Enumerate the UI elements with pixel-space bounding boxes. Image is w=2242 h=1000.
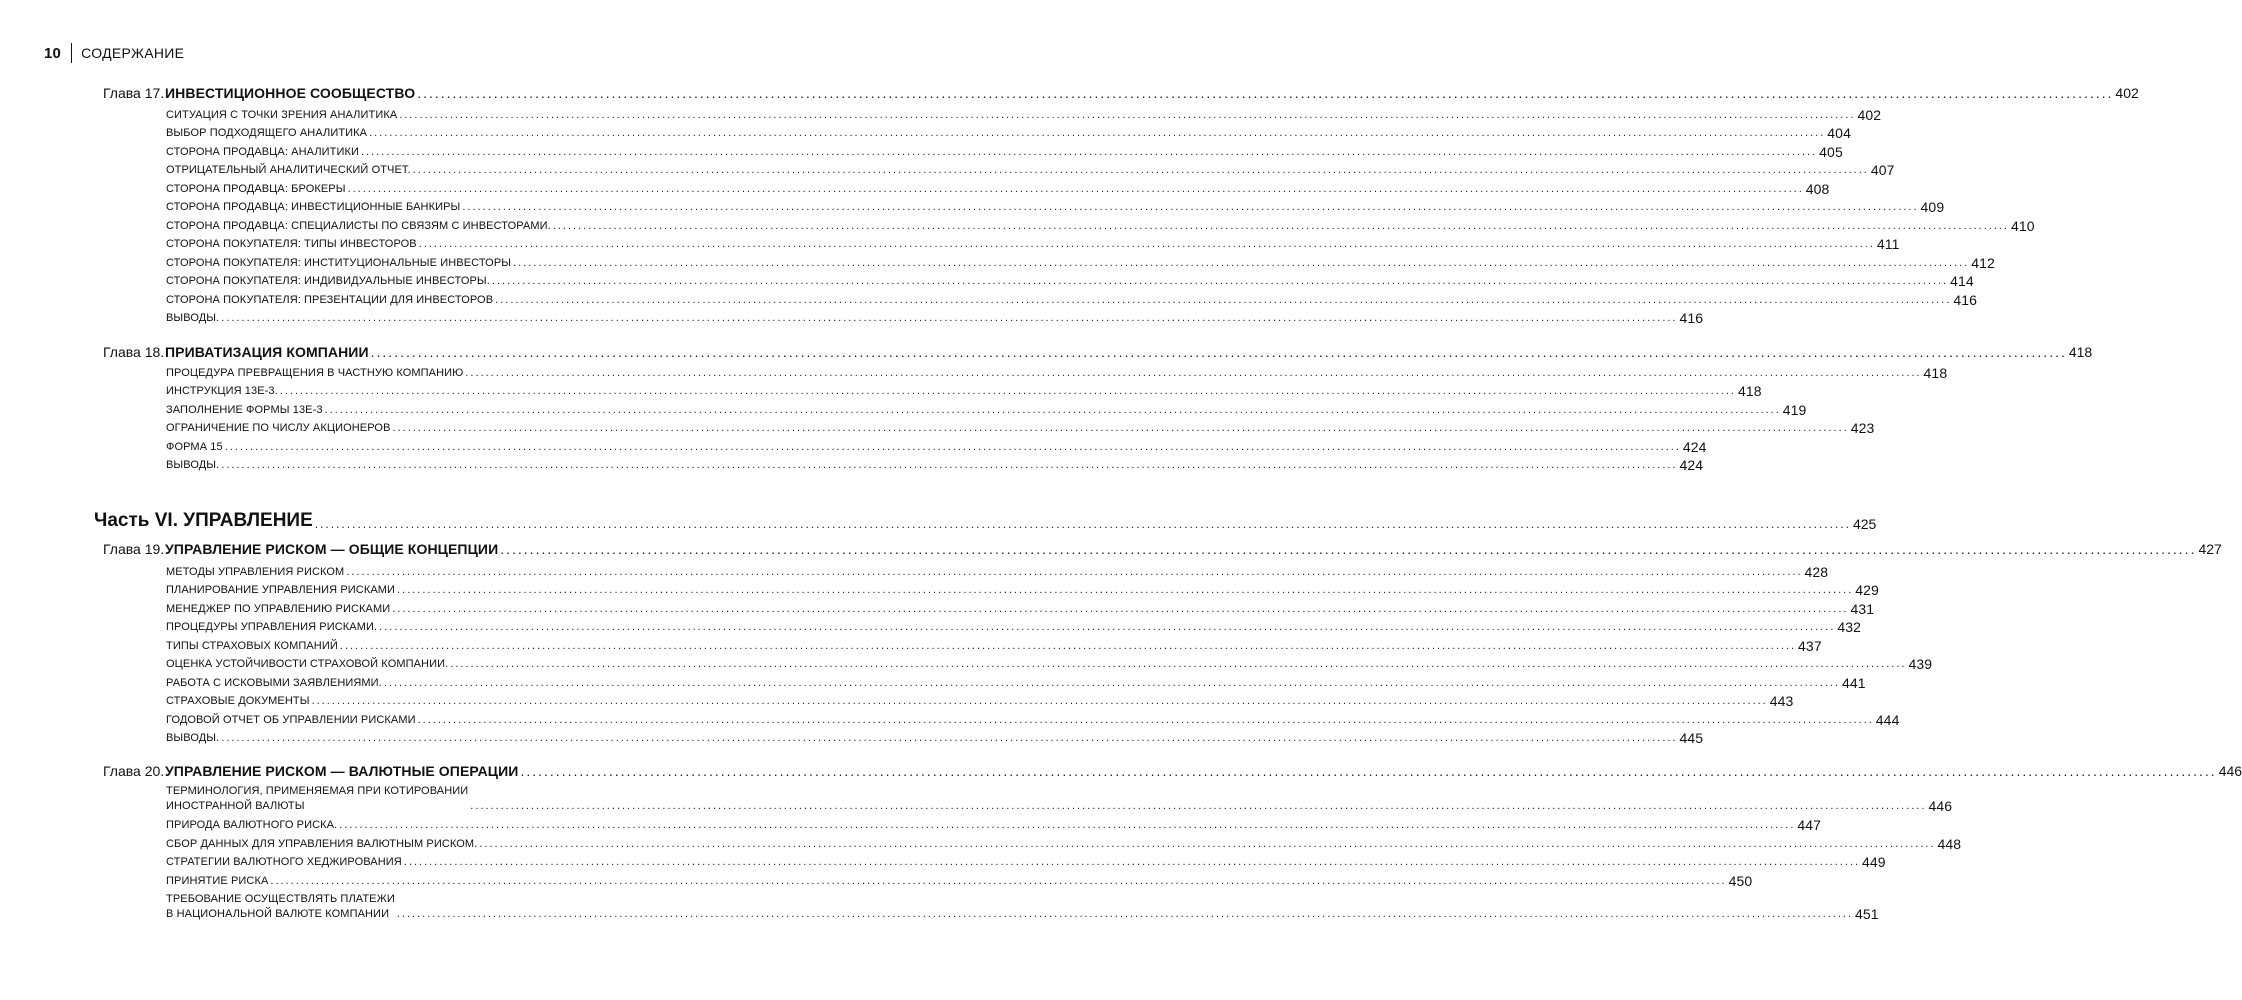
dot-leader: ................................................................................................................................................................................................................................................................................................ bbox=[399, 109, 1856, 121]
section-title: ПЛАНИРОВАНИЕ УПРАВЛЕНИЯ РИСКАМИ bbox=[166, 584, 396, 596]
toc-page-number: 443 bbox=[1769, 693, 1794, 709]
chapter-number: Глава 17. bbox=[103, 85, 165, 101]
section-title: СТРАХОВЫЕ ДОКУМЕНТЫ bbox=[166, 695, 310, 707]
section-title: ВЫВОДЫ. bbox=[166, 459, 220, 471]
toc-section-entry bbox=[166, 162, 1895, 178]
toc-page-number: 416 bbox=[1953, 292, 1977, 308]
dot-leader: ................................................................................................................................................................................................................................................................................................ bbox=[470, 800, 1927, 812]
toc-page-number: 447 bbox=[1797, 817, 1822, 833]
toc-page-number: 412 bbox=[1971, 255, 1995, 271]
toc-page-number: 451 bbox=[1855, 906, 1879, 922]
toc-section-entry bbox=[166, 564, 1829, 580]
section-title: СТОРОНА ПОКУПАТЕЛЯ: ИНСТИТУЦИОНАЛЬНЫЕ ИНВЕСТОРЫ bbox=[166, 257, 512, 269]
toc-section-entry bbox=[166, 784, 1953, 814]
toc-section-entry bbox=[166, 582, 1879, 598]
toc-page-number: 418 bbox=[1923, 365, 1948, 381]
header-divider bbox=[71, 43, 72, 63]
dot-leader: ................................................................................................................................................................................................................................................................................................ bbox=[346, 566, 1803, 578]
part-title: Часть VI. УПРАВЛЕНИЕ bbox=[94, 510, 313, 531]
toc-page-number: 405 bbox=[1819, 144, 1843, 160]
dot-leader: ................................................................................................................................................................................................................................................................................................ bbox=[462, 201, 1919, 213]
toc-page-number: 448 bbox=[1937, 836, 1962, 852]
dot-leader: ................................................................................................................................................................................................................................................................................................ bbox=[221, 312, 1678, 324]
section-title: СТОРОНА ПОКУПАТЕЛЯ: ИНДИВИДУАЛЬНЫЕ ИНВЕСТОРЫ. bbox=[166, 275, 490, 287]
dot-leader: ................................................................................................................................................................................................................................................................................................ bbox=[403, 856, 1861, 868]
toc-page-number: 439 bbox=[1908, 656, 1933, 672]
toc-section-entry bbox=[166, 310, 1704, 326]
section-title: СТОРОНА ПРОДАВЦА: ИНВЕСТИЦИОННЫЕ БАНКИРЫ bbox=[166, 201, 461, 213]
section-title: МЕТОДЫ УПРАВЛЕНИЯ РИСКОМ bbox=[166, 566, 345, 578]
toc-page-number: 402 bbox=[2115, 85, 2139, 101]
toc-page-number: 444 bbox=[1875, 712, 1900, 728]
dot-leader: ................................................................................................................................................................................................................................................................................................ bbox=[479, 838, 1936, 850]
section-title: ОГРАНИЧЕНИЕ ПО ЧИСЛУ АКЦИОНЕРОВ bbox=[166, 422, 391, 434]
toc-section-entry bbox=[166, 873, 1753, 889]
toc-section-entry bbox=[166, 601, 1875, 617]
section-title: СТОРОНА ПОКУПАТЕЛЯ: ТИПЫ ИНВЕСТОРОВ bbox=[166, 238, 417, 250]
section-title-line: ИНОСТРАННОЙ ВАЛЮТЫ bbox=[166, 800, 305, 812]
toc-section-entry bbox=[166, 730, 1704, 746]
toc-section-entry bbox=[166, 638, 1822, 654]
toc-section-entry bbox=[166, 619, 1861, 635]
toc-page-number: 424 bbox=[1679, 457, 1704, 473]
toc-page-number: 428 bbox=[1804, 564, 1829, 580]
dot-leader: ................................................................................................................................................................................................................................................................................................ bbox=[513, 257, 1970, 269]
toc-page-number: 445 bbox=[1679, 730, 1704, 746]
dot-leader: ................................................................................................................................................................................................................................................................................................ bbox=[397, 584, 1854, 596]
dot-leader: ................................................................................................................................................................................................................................................................................................ bbox=[412, 164, 1869, 176]
dot-leader: ................................................................................................................................................................................................................................................................................................ bbox=[396, 908, 1854, 920]
toc-section-entry bbox=[166, 365, 1948, 381]
toc-page-number: 432 bbox=[1837, 619, 1861, 635]
chapter-number: Глава 19. bbox=[103, 541, 165, 557]
dot-leader: ................................................................................................................................................................................................................................................................................................ bbox=[392, 422, 1849, 434]
dot-leader: ................................................................................................................................................................................................................................................................................................ bbox=[465, 367, 1922, 379]
toc-page-number: 419 bbox=[1782, 402, 1807, 418]
dot-leader: ................................................................................................................................................................................................................................................................................................ bbox=[279, 385, 1736, 397]
chapter-title: УПРАВЛЕНИЕ РИСКОМ — ВАЛЮТНЫЕ ОПЕРАЦИИ bbox=[165, 763, 519, 779]
section-title: ПРОЦЕДУРА ПРЕВРАЩЕНИЯ В ЧАСТНУЮ КОМПАНИЮ bbox=[166, 367, 464, 379]
toc-section-entry bbox=[166, 420, 1875, 436]
toc-page-number: 446 bbox=[1928, 798, 1953, 814]
toc-page-number: 424 bbox=[1682, 439, 1707, 455]
chapter-heading bbox=[103, 540, 498, 558]
dot-leader: ................................................................................................................................................................................................................................................................................................ bbox=[500, 541, 2197, 557]
dot-leader: ................................................................................................................................................................................................................................................................................................ bbox=[369, 127, 1826, 139]
toc-page-number: 411 bbox=[1876, 236, 1900, 252]
dot-leader: ................................................................................................................................................................................................................................................................................................ bbox=[370, 344, 2067, 360]
section-title: СТОРОНА ПОКУПАТЕЛЯ: ПРЕЗЕНТАЦИИ ДЛЯ ИНВЕСТОРОВ bbox=[166, 294, 494, 306]
dot-leader: ................................................................................................................................................................................................................................................................................................ bbox=[520, 763, 2217, 779]
toc-section-entry bbox=[166, 892, 1879, 922]
toc-page-number: 441 bbox=[1842, 675, 1866, 691]
toc-section-entry bbox=[166, 675, 1866, 691]
toc-page-number: 408 bbox=[1805, 181, 1830, 197]
toc-page-number: 446 bbox=[2218, 763, 2242, 779]
toc-chapter-entry bbox=[103, 762, 2242, 780]
toc-chapter-entry bbox=[103, 540, 2222, 558]
toc-section-entry bbox=[166, 836, 1962, 852]
dot-leader: ................................................................................................................................................................................................................................................................................................ bbox=[311, 695, 1768, 707]
dot-leader: ................................................................................................................................................................................................................................................................................................ bbox=[417, 714, 1874, 726]
toc-page-number: 425 bbox=[1852, 516, 1877, 532]
dot-leader: ................................................................................................................................................................................................................................................................................................ bbox=[314, 517, 1851, 531]
toc-page-number: 407 bbox=[1870, 162, 1895, 178]
toc-page-number: 450 bbox=[1728, 873, 1753, 889]
page-number: 10 bbox=[44, 44, 62, 62]
dot-leader: ................................................................................................................................................................................................................................................................................................ bbox=[224, 441, 1681, 453]
toc-section-entry bbox=[166, 144, 1843, 160]
section-title-line: В НАЦИОНАЛЬНОЙ ВАЛЮТЕ КОМПАНИИ bbox=[166, 908, 390, 920]
section-title bbox=[166, 892, 395, 922]
section-title: ВЫБОР ПОДХОДЯЩЕГО АНАЛИТИКА bbox=[166, 127, 368, 139]
page-header bbox=[44, 42, 184, 64]
chapter-heading bbox=[103, 762, 518, 780]
section-title: РАБОТА С ИСКОВЫМИ ЗАЯВЛЕНИЯМИ. bbox=[166, 677, 382, 689]
toc-section-entry bbox=[166, 218, 2035, 234]
dot-leader: ................................................................................................................................................................................................................................................................................................ bbox=[270, 875, 1727, 887]
toc-section-entry bbox=[166, 854, 1886, 870]
dot-leader: ................................................................................................................................................................................................................................................................................................ bbox=[417, 85, 2114, 101]
chapter-heading bbox=[103, 84, 415, 102]
dot-leader: ................................................................................................................................................................................................................................................................................................ bbox=[324, 404, 1781, 416]
toc-chapter-entry bbox=[103, 343, 2093, 361]
section-title: СТОРОНА ПРОДАВЦА: СПЕЦИАЛИСТЫ ПО СВЯЗЯМ С ИНВЕСТОРАМИ. bbox=[166, 220, 551, 232]
section-title: ТИПЫ СТРАХОВЫХ КОМПАНИЙ bbox=[166, 640, 338, 652]
toc-page-number: 416 bbox=[1679, 310, 1704, 326]
chapter-title: УПРАВЛЕНИЕ РИСКОМ — ОБЩИЕ КОНЦЕПЦИИ bbox=[165, 541, 499, 557]
dot-leader: ................................................................................................................................................................................................................................................................................................ bbox=[383, 677, 1841, 689]
section-title: ВЫВОДЫ. bbox=[166, 732, 220, 744]
section-title: ГОДОВОЙ ОТЧЕТ ОБ УПРАВЛЕНИИ РИСКАМИ bbox=[166, 714, 416, 726]
toc-page-number: 409 bbox=[1920, 199, 1945, 215]
toc-page-number: 418 bbox=[1737, 383, 1762, 399]
chapter-title: ПРИВАТИЗАЦИЯ КОМПАНИИ bbox=[165, 344, 369, 360]
section-title-line: ТРЕБОВАНИЕ ОСУЩЕСТВЛЯТЬ ПЛАТЕЖИ bbox=[166, 893, 395, 905]
chapter-number: Глава 18. bbox=[103, 344, 165, 360]
dot-leader: ................................................................................................................................................................................................................................................................................................ bbox=[418, 238, 1875, 250]
chapter-number: Глава 20. bbox=[103, 763, 165, 779]
toc-page-number: 431 bbox=[1850, 601, 1875, 617]
dot-leader: ................................................................................................................................................................................................................................................................................................ bbox=[339, 819, 1796, 831]
dot-leader: ................................................................................................................................................................................................................................................................................................ bbox=[450, 658, 1907, 670]
dot-leader: ................................................................................................................................................................................................................................................................................................ bbox=[361, 146, 1818, 158]
section-title: СБОР ДАННЫХ ДЛЯ УПРАВЛЕНИЯ ВАЛЮТНЫМ РИСКОМ. bbox=[166, 838, 478, 850]
dot-leader: ................................................................................................................................................................................................................................................................................................ bbox=[221, 732, 1678, 744]
toc-page-number: 449 bbox=[1862, 854, 1886, 870]
section-title: СТОРОНА ПРОДАВЦА: БРОКЕРЫ bbox=[166, 183, 346, 195]
section-title: СТРАТЕГИИ ВАЛЮТНОГО ХЕДЖИРОВАНИЯ bbox=[166, 856, 402, 868]
toc-section-entry bbox=[166, 656, 1933, 672]
chapter-title: ИНВЕСТИЦИОННОЕ СООБЩЕСТВО bbox=[165, 85, 416, 101]
section-title: СИТУАЦИЯ С ТОЧКИ ЗРЕНИЯ АНАЛИТИКА bbox=[166, 109, 398, 121]
section-title: МЕНЕДЖЕР ПО УПРАВЛЕНИЮ РИСКАМИ bbox=[166, 603, 391, 615]
toc-section-entry bbox=[166, 236, 1900, 252]
section-title: ВЫВОДЫ. bbox=[166, 312, 220, 324]
dot-leader: ................................................................................................................................................................................................................................................................................................ bbox=[221, 459, 1678, 471]
running-head: СОДЕРЖАНИЕ bbox=[81, 45, 185, 61]
chapter-heading bbox=[103, 343, 369, 361]
toc-section-entry bbox=[166, 693, 1794, 709]
toc-page-number: 418 bbox=[2068, 344, 2093, 360]
toc-section-entry bbox=[166, 457, 1704, 473]
toc-section-entry bbox=[166, 199, 1945, 215]
toc-section-entry bbox=[166, 817, 1822, 833]
toc-page-number: 429 bbox=[1855, 582, 1879, 598]
toc-page-number: 402 bbox=[1857, 107, 1882, 123]
dot-leader: ................................................................................................................................................................................................................................................................................................ bbox=[339, 640, 1797, 652]
dot-leader: ................................................................................................................................................................................................................................................................................................ bbox=[495, 294, 1952, 306]
toc-section-entry bbox=[166, 439, 1707, 455]
toc-part-entry bbox=[94, 508, 1877, 534]
section-title: ФОРМА 15 bbox=[166, 441, 223, 453]
toc-section-entry bbox=[166, 402, 1807, 418]
toc-page-number: 427 bbox=[2198, 541, 2222, 557]
dot-leader: ................................................................................................................................................................................................................................................................................................ bbox=[347, 183, 1804, 195]
toc-section-entry bbox=[166, 383, 1762, 399]
dot-leader: ................................................................................................................................................................................................................................................................................................ bbox=[392, 603, 1849, 615]
section-title-line: ТЕРМИНОЛОГИЯ, ПРИМЕНЯЕМАЯ ПРИ КОТИРОВАНИИ bbox=[166, 785, 469, 797]
section-title: ПРИНЯТИЕ РИСКА bbox=[166, 875, 269, 887]
toc-page-number: 414 bbox=[1950, 273, 1974, 289]
toc-section-entry bbox=[166, 125, 1851, 141]
toc-section-entry bbox=[166, 712, 1900, 728]
section-title: СТОРОНА ПРОДАВЦА: АНАЛИТИКИ bbox=[166, 146, 359, 158]
section-title: ОЦЕНКА УСТОЙЧИВОСТИ СТРАХОВОЙ КОМПАНИИ. bbox=[166, 658, 449, 670]
toc-section-entry bbox=[166, 255, 1995, 271]
toc-section-entry bbox=[166, 181, 1830, 197]
toc-chapter-entry bbox=[103, 84, 2139, 102]
section-title bbox=[166, 784, 468, 814]
toc-page-number: 423 bbox=[1850, 420, 1875, 436]
toc-section-entry bbox=[166, 107, 1882, 123]
section-title: ПРИРОДА ВАЛЮТНОГО РИСКА. bbox=[166, 819, 338, 831]
section-title: ОТРИЦАТЕЛЬНЫЙ АНАЛИТИЧЕСКИЙ ОТЧЕТ. bbox=[166, 164, 411, 176]
section-title: ЗАПОЛНЕНИЕ ФОРМЫ 13E-3 bbox=[166, 404, 323, 416]
toc-page-number: 404 bbox=[1827, 125, 1851, 141]
section-title: ИНСТРУКЦИЯ 13E-3. bbox=[166, 385, 278, 397]
toc-section-entry bbox=[166, 292, 1977, 308]
dot-leader: ................................................................................................................................................................................................................................................................................................ bbox=[379, 621, 1836, 633]
toc-page-number: 437 bbox=[1798, 638, 1822, 654]
toc-section-entry bbox=[166, 273, 1974, 289]
section-title: ПРОЦЕДУРЫ УПРАВЛЕНИЯ РИСКАМИ. bbox=[166, 621, 378, 633]
dot-leader: ................................................................................................................................................................................................................................................................................................ bbox=[552, 220, 2009, 232]
dot-leader: ................................................................................................................................................................................................................................................................................................ bbox=[491, 275, 1949, 287]
toc-page-number: 410 bbox=[2010, 218, 2035, 234]
